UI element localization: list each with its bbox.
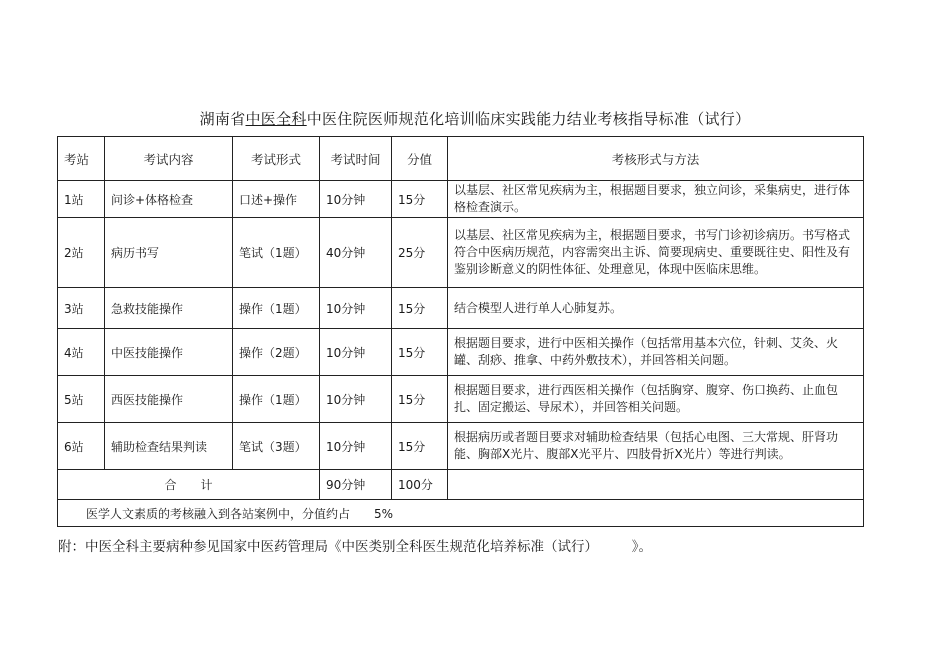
form-cell: 笔试（1题） [233, 218, 320, 288]
header-station: 考站 [58, 137, 105, 181]
table-row [58, 376, 864, 423]
table-row [58, 288, 864, 329]
header-form: 考试形式 [233, 137, 320, 181]
station-cell: 6站 [58, 423, 105, 470]
content-cell: 病历书写 [105, 218, 233, 288]
humanities-note: 医学人文素质的考核融入到各站案例中，分值约占 5% [58, 500, 864, 527]
score-cell: 15分 [392, 376, 448, 423]
content-cell: 西医技能操作 [105, 376, 233, 423]
method-cell: 根据病历或者题目要求对辅助检查结果（包括心电图、三大常规、肝肾功能、胸部X光片、腹部X光平片、四肢骨折X光片）等进行判读。 [448, 423, 864, 470]
score-cell: 15分 [392, 181, 448, 218]
header-time: 考试时间 [320, 137, 392, 181]
table-row [58, 423, 864, 470]
content-cell: 问诊+体格检查 [105, 181, 233, 218]
title-prefix: 湖南省 [199, 110, 246, 128]
method-cell: 结合模型人进行单人心肺复苏。 [448, 288, 864, 329]
time-cell: 40分钟 [320, 218, 392, 288]
method-cell: 以基层、社区常见疾病为主，根据题目要求，书写门诊初诊病历。书写格式符合中医病历规范，内容需突出主诉、简要现病史、重要既往史、阳性及有鉴别诊断意义的阴性体征、处理意见，体现中医临床思维。 [448, 218, 864, 288]
form-cell: 操作（1题） [233, 376, 320, 423]
header-method: 考核形式与方法 [448, 137, 864, 181]
title-suffix: 中医住院医师规范化培训临床实践能力结业考核指导标准（试行） [306, 110, 751, 128]
page-title [0, 108, 950, 129]
station-cell: 3站 [58, 288, 105, 329]
time-cell: 10分钟 [320, 376, 392, 423]
content-cell: 急救技能操作 [105, 288, 233, 329]
score-cell: 15分 [392, 423, 448, 470]
total-score: 100分 [392, 470, 448, 500]
time-cell: 10分钟 [320, 423, 392, 470]
appendix-note: 附：中医全科主要病种参见国家中医药管理局《中医类别全科医生规范化培养标准（试行） 》。 [58, 539, 652, 555]
station-cell: 2站 [58, 218, 105, 288]
assessment-table [57, 136, 864, 527]
score-cell: 15分 [392, 329, 448, 376]
table-row [58, 329, 864, 376]
score-cell: 25分 [392, 218, 448, 288]
header-content: 考试内容 [105, 137, 233, 181]
station-cell: 5站 [58, 376, 105, 423]
header-score: 分值 [392, 137, 448, 181]
station-cell: 1站 [58, 181, 105, 218]
form-cell: 操作（1题） [233, 288, 320, 329]
title-specialty: 中医全科 [245, 110, 307, 128]
total-time: 90分钟 [320, 470, 392, 500]
total-row [58, 470, 864, 500]
table-row [58, 181, 864, 218]
station-cell: 4站 [58, 329, 105, 376]
table-header-row [58, 137, 864, 181]
form-cell: 口述+操作 [233, 181, 320, 218]
note-row [58, 500, 864, 527]
content-cell: 辅助检查结果判读 [105, 423, 233, 470]
method-cell: 根据题目要求，进行西医相关操作（包括胸穿、腹穿、伤口换药、止血包扎、固定搬运、导尿术），并回答相关问题。 [448, 376, 864, 423]
method-cell: 以基层、社区常见疾病为主，根据题目要求，独立问诊，采集病史，进行体格检查演示。 [448, 181, 864, 218]
total-empty-cell [448, 470, 864, 500]
score-cell: 15分 [392, 288, 448, 329]
method-cell: 根据题目要求，进行中医相关操作（包括常用基本穴位，针刺、艾灸、火罐、刮痧、推拿、中药外敷技术），并回答相关问题。 [448, 329, 864, 376]
form-cell: 笔试（3题） [233, 423, 320, 470]
time-cell: 10分钟 [320, 181, 392, 218]
form-cell: 操作（2题） [233, 329, 320, 376]
table-row [58, 218, 864, 288]
content-cell: 中医技能操作 [105, 329, 233, 376]
total-label: 合 计 [58, 470, 320, 500]
time-cell: 10分钟 [320, 288, 392, 329]
time-cell: 10分钟 [320, 329, 392, 376]
